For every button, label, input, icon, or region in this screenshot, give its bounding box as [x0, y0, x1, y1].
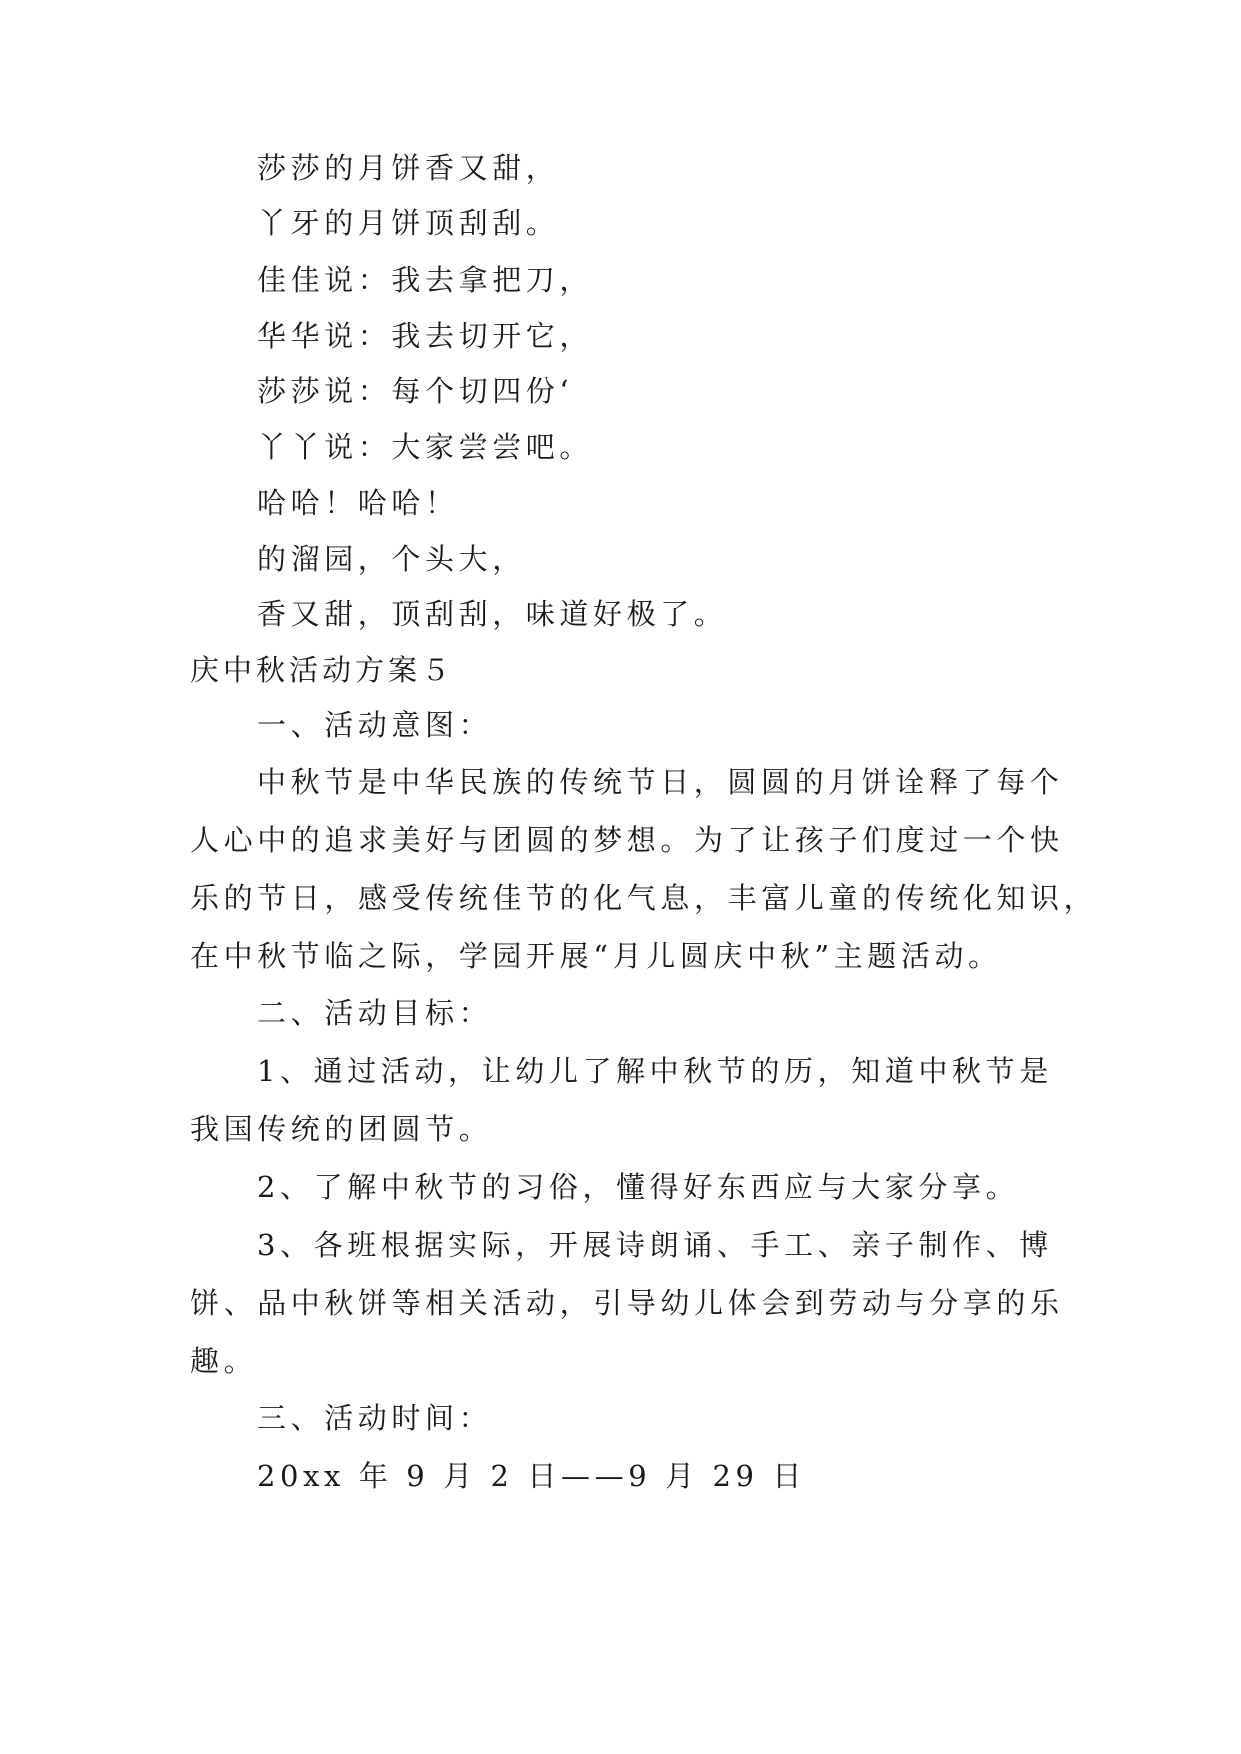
poem-line: 香又甜，顶刮刮，味道好极了。: [257, 597, 728, 631]
intent-heading: 一、活动意图：: [257, 708, 493, 742]
poem-line: 华华说：我去切开它，: [257, 319, 594, 353]
time-heading: 三、活动时间：: [257, 1401, 493, 1435]
paragraph-line: 2、了解中秋节的习俗，懂得好东西应与大家分享。: [257, 1170, 1020, 1204]
paragraph-line: 人心中的追求美好与团圆的梦想。为了让孩子们度过一个快: [190, 823, 1064, 857]
poem-line: 丫丫说：大家尝尝吧。: [257, 430, 594, 464]
paragraph-line: 中秋节是中华民族的传统节日，圆圆的月饼诠释了每个: [257, 765, 1064, 799]
paragraph-line: 乐的节日，感受传统佳节的化气息，丰富儿童的传统化知识，: [190, 881, 1098, 915]
goals-heading: 二、活动目标：: [257, 996, 493, 1030]
poem-line: 莎莎说：每个切四份‘: [257, 374, 574, 408]
poem-line: 哈哈！哈哈！: [257, 486, 459, 520]
paragraph-line: 在中秋节临之际，学园开展“月儿圆庆中秋”主题活动。: [190, 939, 1002, 973]
poem-line: 丫牙的月饼顶刮刮。: [257, 206, 560, 240]
paragraph-line: 饼、品中秋饼等相关活动，引导幼儿体会到劳动与分享的乐: [190, 1286, 1064, 1320]
poem-line: 佳佳说：我去拿把刀，: [257, 263, 594, 297]
poem-line: 莎莎的月饼香又甜，: [257, 151, 560, 185]
paragraph-line: 3、各班根据实际，开展诗朗诵、手工、亲子制作、博: [257, 1228, 1053, 1262]
time-value: 20xx 年 9 月 2 日——9 月 29 日: [257, 1459, 807, 1493]
paragraph-line: 趣。: [190, 1344, 258, 1378]
paragraph-line: 我国传统的团圆节。: [190, 1112, 493, 1146]
poem-line: 的溜园，个头大，: [257, 542, 526, 576]
section-title: 庆中秋活动方案５: [190, 653, 455, 687]
paragraph-line: 1、通过活动，让幼儿了解中秋节的历，知道中秋节是: [257, 1054, 1053, 1088]
